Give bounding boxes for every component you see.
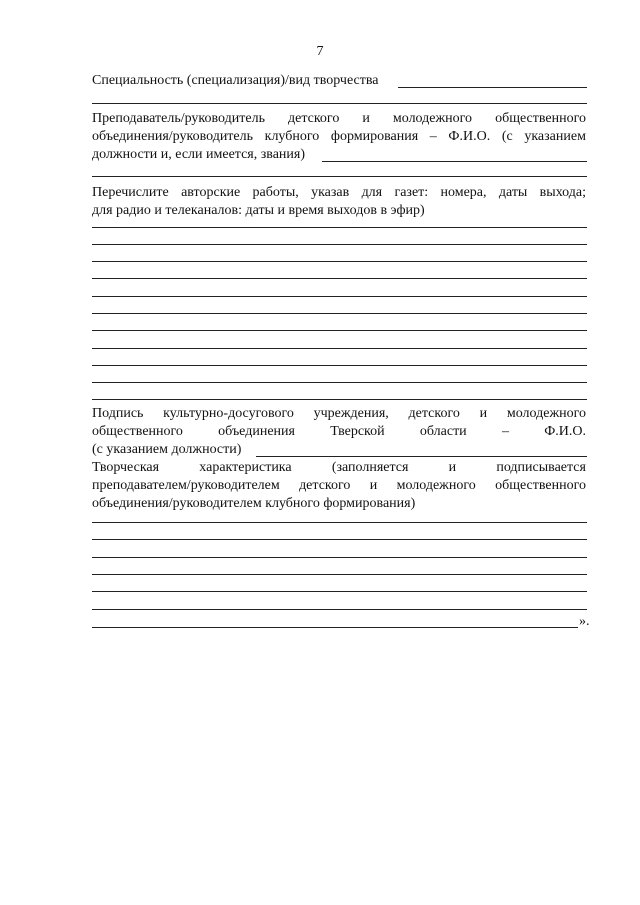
characteristic-fill-line[interactable] [92, 609, 587, 610]
page-number: 7 [316, 44, 324, 59]
signature-text-line2: общественного объединения Тверской области – Ф.И.О. [92, 424, 586, 439]
closing-quote-mark: ». [579, 614, 590, 629]
characteristic-fill-line[interactable] [92, 539, 587, 540]
characteristic-fill-line-last[interactable] [92, 627, 578, 628]
characteristic-text-line3: объединения/руководителем клубного формирования) [92, 496, 416, 511]
works-fill-line[interactable] [92, 296, 587, 297]
works-fill-line[interactable] [92, 244, 587, 245]
specialty-fill-line[interactable] [398, 87, 587, 88]
teacher-text-line2: объединения/руководитель клубного формирования – Ф.И.О. (с указанием [92, 129, 586, 144]
characteristic-fill-line[interactable] [92, 574, 587, 575]
characteristic-fill-line[interactable] [92, 591, 587, 592]
works-fill-line[interactable] [92, 365, 587, 366]
works-text-line1: Перечислите авторские работы, указав для газет: номера, даты выхода; [92, 185, 586, 200]
specialty-fill-line-2[interactable] [92, 103, 587, 104]
works-fill-line[interactable] [92, 261, 587, 262]
teacher-fill-line[interactable] [322, 161, 587, 162]
works-fill-line[interactable] [92, 399, 587, 400]
signature-text-line3: (с указанием должности) [92, 442, 242, 457]
signature-fill-line[interactable] [256, 456, 587, 457]
characteristic-fill-line[interactable] [92, 557, 587, 558]
teacher-text-line3: должности и, если имеется, звания) [92, 147, 305, 162]
characteristic-fill-line[interactable] [92, 522, 587, 523]
works-fill-line[interactable] [92, 227, 587, 228]
characteristic-text-line1: Творческая характеристика (заполняется и подписывается [92, 460, 586, 475]
works-fill-line[interactable] [92, 278, 587, 279]
teacher-text-line1: Преподаватель/руководитель детского и молодежного общественного [92, 111, 586, 126]
works-fill-line[interactable] [92, 330, 587, 331]
works-text-line2: для радио и телеканалов: даты и время выходов в эфир) [92, 203, 425, 218]
works-fill-line[interactable] [92, 382, 587, 383]
works-fill-line[interactable] [92, 313, 587, 314]
works-fill-line[interactable] [92, 348, 587, 349]
characteristic-text-line2: преподавателем/руководителем детского и молодежного общественного [92, 478, 586, 493]
teacher-fill-line-2[interactable] [92, 176, 587, 177]
signature-text-line1: Подпись культурно-досугового учреждения, детского и молодежного [92, 406, 586, 421]
specialty-label: Специальность (специализация)/вид творчества [92, 73, 379, 88]
